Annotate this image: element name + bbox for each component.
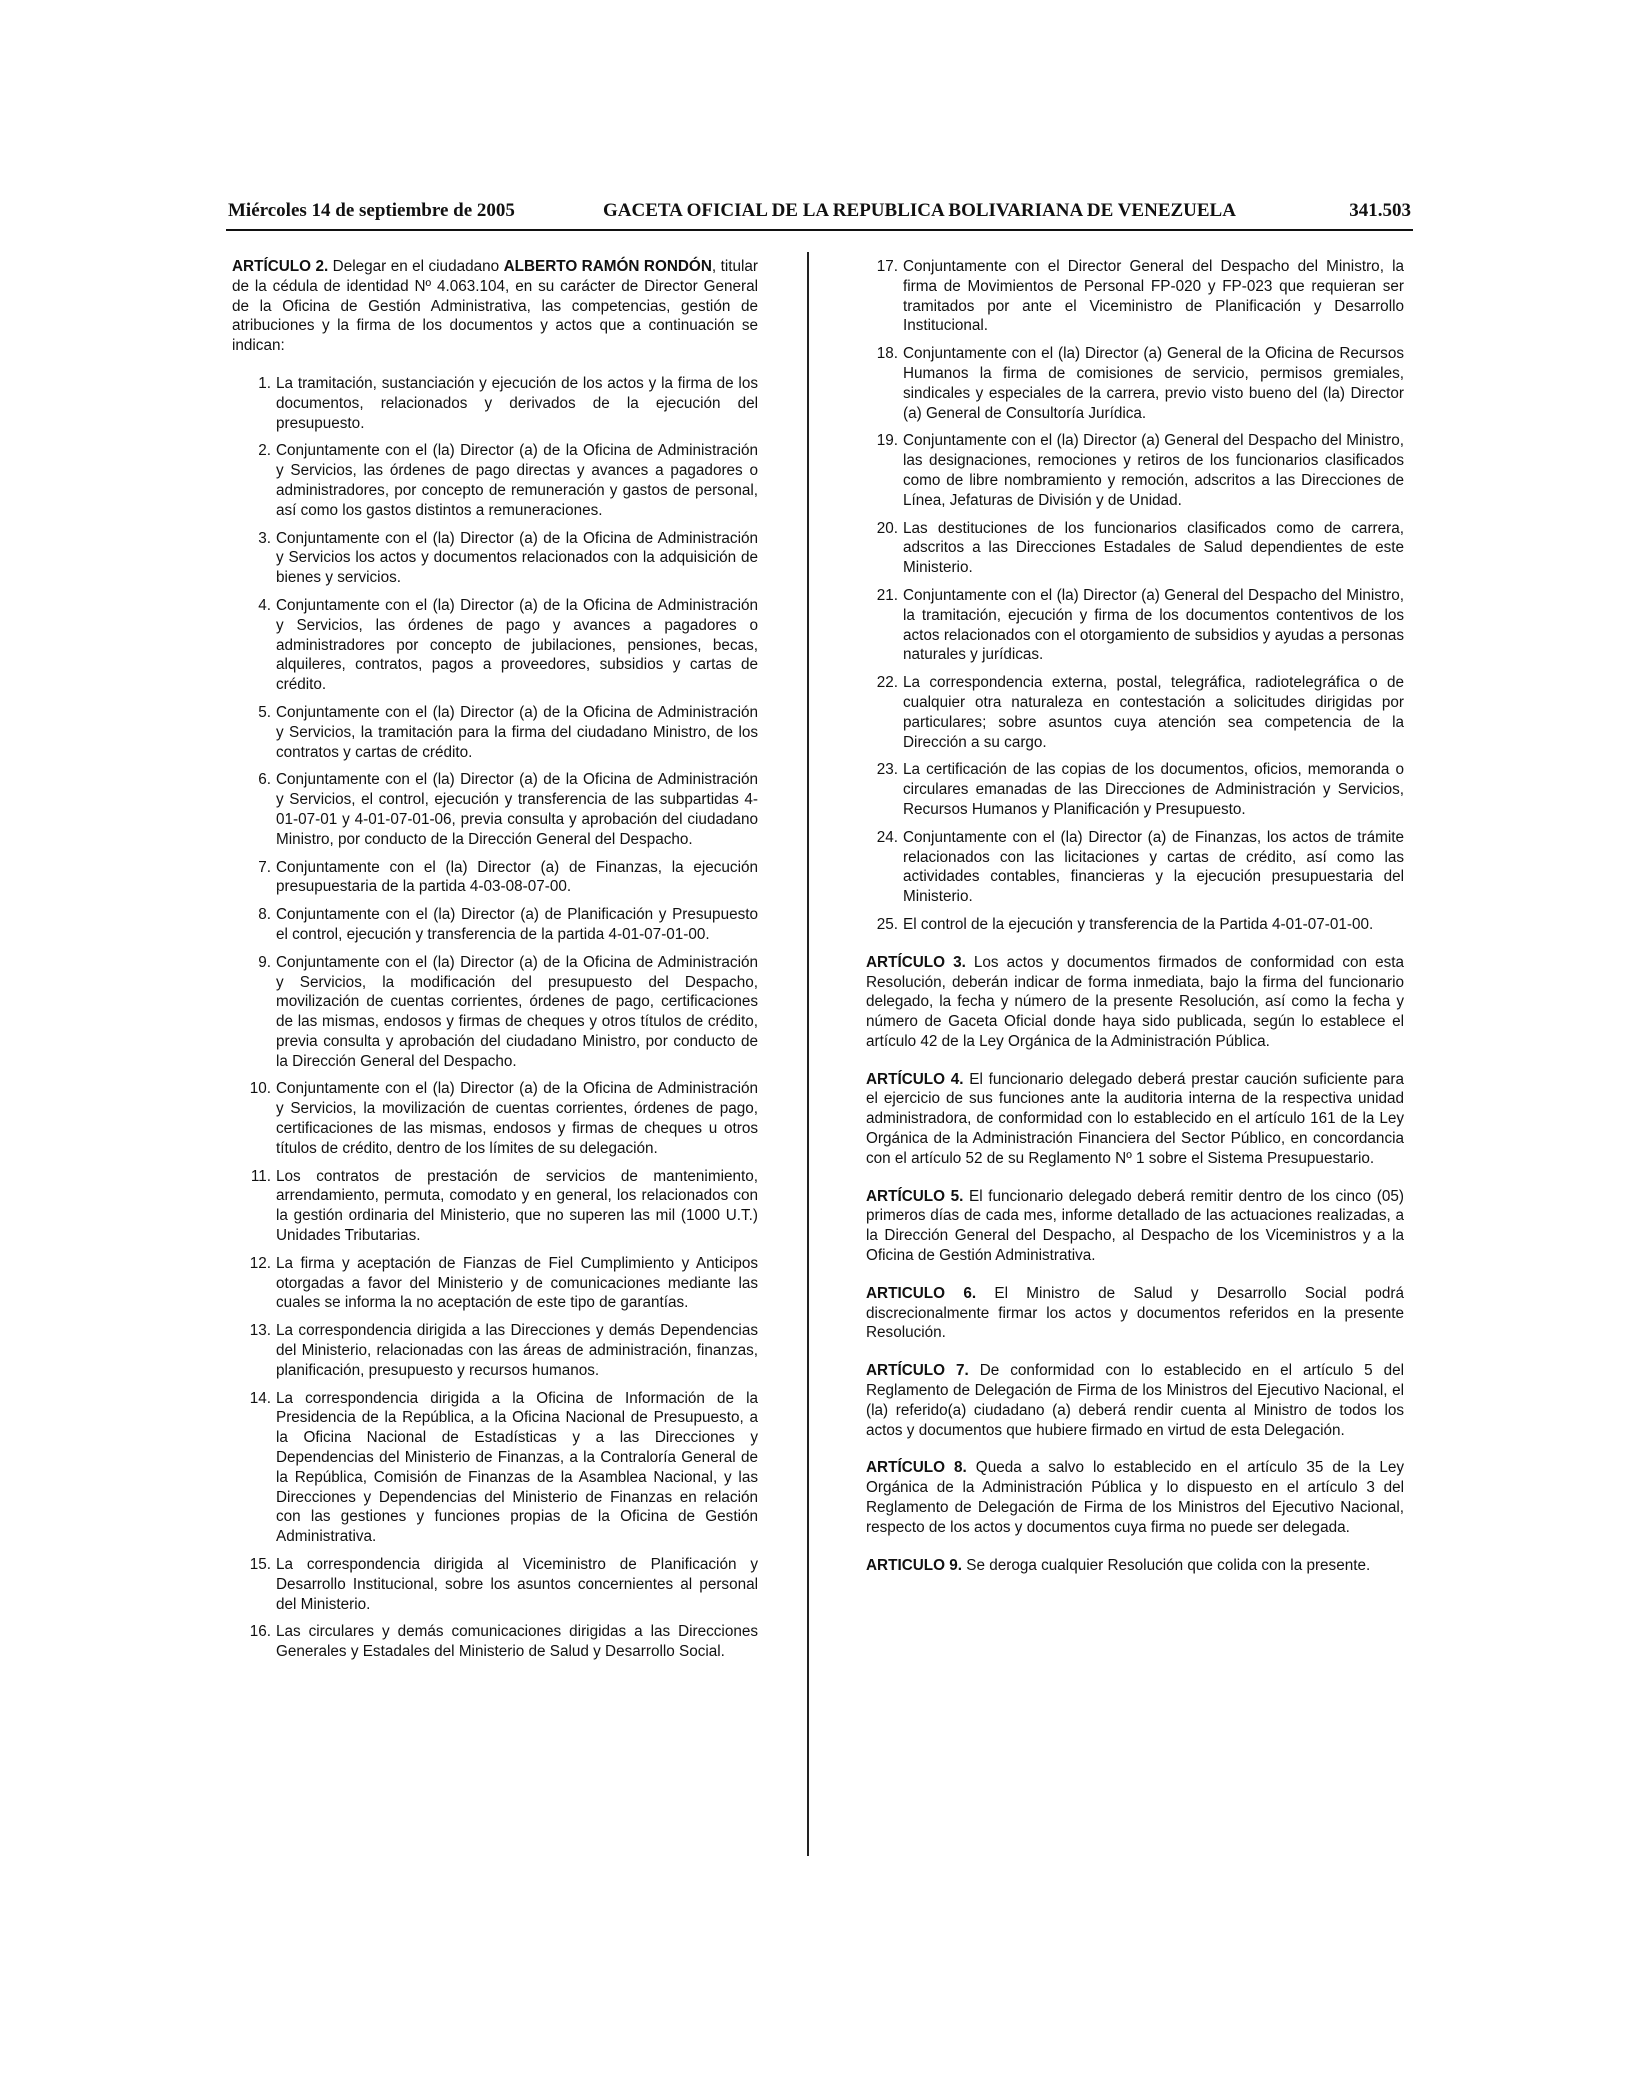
list-item bbox=[866, 586, 1404, 665]
list-item-text: Conjuntamente con el (la) Director (a) de Finanzas, los actos de trámite relacionados con las licitaciones y cartas de crédito, así como las actividades contables, financieras y la ejecución presupuestaria del Ministerio. bbox=[903, 828, 1404, 906]
article-label: ARTICULO 6. bbox=[866, 1284, 977, 1302]
header-title: GACETA OFICIAL DE LA REPUBLICA BOLIVARIANA DE VENEZUELA bbox=[603, 200, 1236, 221]
list-item-number: 14. bbox=[249, 1389, 271, 1407]
column-divider bbox=[807, 252, 809, 1856]
list-item bbox=[232, 905, 758, 945]
article-label: ARTÍCULO 7. bbox=[866, 1362, 969, 1380]
list-item bbox=[866, 915, 1404, 935]
list-item bbox=[232, 858, 758, 898]
list-item-text: Conjuntamente con el (la) Director (a) de Finanzas, la ejecución presupuestaria de la partida 4-03-08-07-00. bbox=[276, 858, 758, 896]
article-paragraph bbox=[866, 1070, 1404, 1169]
list-item-number: 5. bbox=[258, 703, 271, 721]
article-label: ARTÍCULO 4. bbox=[866, 1070, 964, 1088]
article-label: ARTÍCULO 3. bbox=[866, 953, 966, 971]
page-header bbox=[228, 200, 1411, 224]
article-2-text-b: , titular de la cédula de identidad Nº 4.063.104, en su carácter de Director General de la Oficina de Gestión Administrativa, las competencias, gestión de atribuciones y la firma de los documentos y actos que a continuación se indican: bbox=[232, 258, 758, 355]
article-label: ARTÍCULO 8. bbox=[866, 1459, 967, 1477]
list-item-number: 17. bbox=[876, 258, 898, 275]
list-item-text: Conjuntamente con el (la) Director (a) de la Oficina de Administración y Servicios, la modificación del presupuesto del Despacho, movilización de cuentas corrientes, órdenes de pago, certificaciones de las mismas, endosos y firmas de cheques y otros títulos de crédito, previa consulta y aprobación del ciudadano Ministro, por conducto de la Dirección General del Despacho. bbox=[276, 953, 758, 1070]
article-2-text-a: Delegar en el ciudadano bbox=[328, 258, 504, 275]
article-text: El Ministro de Salud y Desarrollo Social podrá discrecionalmente firmar los actos y documentos referidos en la presente Resolución. bbox=[866, 1284, 1404, 1342]
list-item-text: La correspondencia externa, postal, telegráfica, radiotelegráfica o de cualquier otra naturaleza en contestación a solicitudes dirigidas por particulares; sobre asuntos cuya atención sea competencia de la Dirección a su cargo. bbox=[903, 674, 1404, 751]
list-item-number: 12. bbox=[249, 1254, 271, 1272]
list-item bbox=[232, 441, 758, 520]
list-item-text: Conjuntamente con el (la) Director (a) de la Oficina de Administración y Servicios, la movilización de cuentas corrientes, órdenes de pago, certificaciones de las mismas, endosos y firmas de cheques u otros títulos de crédito, dentro de los límites de su delegación. bbox=[276, 1080, 758, 1157]
list-item-text: La tramitación, sustanciación y ejecución de los actos y la firma de los documentos, relacionados y derivados de la ejecución del presupuesto. bbox=[276, 374, 758, 432]
right-column bbox=[866, 257, 1404, 1593]
list-item bbox=[866, 431, 1404, 510]
list-item bbox=[866, 828, 1404, 907]
list-item bbox=[232, 1555, 758, 1614]
list-item-number: 1. bbox=[258, 374, 271, 392]
list-item-number: 16. bbox=[249, 1623, 271, 1641]
list-item-text: Conjuntamente con el (la) Director (a) de Planificación y Presupuesto el control, ejecución y transferencia de la partida 4-01-07-01-00. bbox=[276, 906, 758, 943]
list-item-number: 6. bbox=[258, 771, 271, 789]
list-item-text: Los contratos de prestación de servicios de mantenimiento, arrendamiento, permuta, comodato y en general, los relacionados con la gestión ordinaria del Ministerio, que no superen las mil (1000 U.T.) Unidades Tributarias. bbox=[276, 1167, 758, 1245]
list-item-number: 9. bbox=[258, 953, 271, 971]
article-text: El funcionario delegado deberá prestar caución suficiente para el ejercicio de sus funciones ante la auditoria interna de la respectiva unidad administradora, de conformidad con lo establecido en el artículo 161 de la Ley Orgánica de la Administración Financiera del Sector Público, en concordancia con el artículo 52 de su Reglamento Nº 1 sobre el Sistema Presupuestario. bbox=[866, 1070, 1404, 1167]
list-item bbox=[232, 1254, 758, 1313]
list-item bbox=[866, 344, 1404, 423]
article-text: Queda a salvo lo establecido en el artículo 35 de la Ley Orgánica de la Administración Pública y lo dispuesto en el artículo 3 del Reglamento de Delegación de Firma de los Ministros del Ejecutivo Nacional, respecto de los actos y documentos cuya firma no puede ser delegada. bbox=[866, 1459, 1404, 1536]
list-item bbox=[232, 1622, 758, 1662]
list-item-text: Conjuntamente con el (la) Director (a) de la Oficina de Administración y Servicios, las órdenes de pago directas y avances a pagadores o administradores, por concepto de remuneración y gastos de personal, así como los gastos distintos a remuneraciones. bbox=[276, 442, 758, 519]
list-item bbox=[232, 374, 758, 433]
list-item-number: 24. bbox=[876, 828, 898, 846]
list-item-text: La correspondencia dirigida a las Direcciones y demás Dependencias del Ministerio, relacionadas con las áreas de administración, finanzas, planificación, presupuesto y recursos humanos. bbox=[276, 1322, 758, 1379]
header-page-number: 341.503 bbox=[1349, 200, 1411, 221]
header-date: Miércoles 14 de septiembre de 2005 bbox=[228, 200, 515, 221]
article-paragraph bbox=[866, 1284, 1404, 1343]
list-item-number: 18. bbox=[876, 345, 898, 363]
list-item bbox=[866, 673, 1404, 752]
articles-list bbox=[866, 953, 1404, 1576]
article-2 bbox=[232, 257, 758, 356]
list-item-text: Las circulares y demás comunicaciones dirigidas a las Direcciones Generales y Estadales del Ministerio de Salud y Desarrollo Social. bbox=[276, 1623, 758, 1661]
article-label: ARTÍCULO 5. bbox=[866, 1187, 964, 1205]
list-item bbox=[232, 529, 758, 588]
list-item-number: 13. bbox=[249, 1322, 271, 1340]
list-item-text: La firma y aceptación de Fianzas de Fiel Cumplimiento y Anticipos otorgadas a favor del Ministerio y de comunicaciones mediante las cuales se informa la no aceptación de este tipo de garantías. bbox=[276, 1254, 758, 1312]
list-item-text: Las destituciones de los funcionarios clasificados como de carrera, adscritos a las Direcciones Estadales de Salud dependientes de este Ministerio. bbox=[903, 519, 1404, 577]
list-item-text: El control de la ejecución y transferencia de la Partida 4-01-07-01-00. bbox=[903, 915, 1374, 933]
delegation-list-right bbox=[866, 257, 1404, 935]
list-item-text: Conjuntamente con el (la) Director (a) de la Oficina de Administración y Servicios, el control, ejecución y transferencia de las subpartidas 4-01-07-01 y 4-01-07-01-06, previa consulta y aprobación del ciudadano Ministro, por conducto de la Dirección General del Despacho. bbox=[276, 771, 758, 848]
article-text: Los actos y documentos firmados de conformidad con esta Resolución, deberán indicar de forma inmediata, bajo la firma del funcionario delegado, la fecha y número de la presente Resolución, así como la fecha y número de Gaceta Oficial donde haya sido publicada, según lo establece el artículo 42 de la Ley Orgánica de la Administración Pública. bbox=[866, 953, 1404, 1050]
list-item-number: 2. bbox=[258, 442, 271, 460]
article-paragraph bbox=[866, 1187, 1404, 1266]
article-text: De conformidad con lo establecido en el artículo 5 del Reglamento de Delegación de Firma de los Ministros del Ejecutivo Nacional, el (la) referido(a) ciudadano (a) deberá rendir cuenta al Ministro de todos los actos y documentos que hubiere firmado en virtud de esta Delegación. bbox=[866, 1362, 1404, 1439]
list-item-number: 19. bbox=[876, 432, 898, 450]
list-item bbox=[866, 257, 1404, 336]
list-item bbox=[232, 703, 758, 762]
list-item-number: 3. bbox=[258, 529, 271, 547]
list-item-number: 7. bbox=[258, 858, 271, 876]
list-item bbox=[232, 1167, 758, 1246]
list-item-number: 11. bbox=[250, 1167, 271, 1185]
list-item bbox=[232, 1389, 758, 1547]
list-item-number: 25. bbox=[876, 915, 898, 933]
list-item-number: 22. bbox=[876, 674, 898, 692]
list-item-number: 10. bbox=[249, 1080, 271, 1098]
article-text: El funcionario delegado deberá remitir dentro de los cinco (05) primeros días de cada mes, informe detallado de las actuaciones realizadas, a la Dirección General del Despacho, al Despacho de los Viceministros y a la Oficina de Gestión Administrativa. bbox=[866, 1187, 1404, 1265]
list-item-text: La certificación de las copias de los documentos, oficios, memoranda o circulares emanadas de las Direcciones de Administración y Servicios, Recursos Humanos y Planificación y Presupuesto. bbox=[903, 761, 1404, 818]
article-paragraph bbox=[866, 953, 1404, 1052]
article-paragraph bbox=[866, 1556, 1404, 1576]
list-item bbox=[232, 953, 758, 1072]
list-item-text: Conjuntamente con el (la) Director (a) de la Oficina de Administración y Servicios, la tramitación para la firma del ciudadano Ministro, de los contratos y cartas de crédito. bbox=[276, 703, 758, 761]
header-rule bbox=[226, 229, 1413, 231]
list-item-text: Conjuntamente con el (la) Director (a) General del Despacho del Ministro, las designaciones, remociones y retiros de los funcionarios clasificados como de libre nombramiento y remoción, adscritos a las Direcciones de Línea, Jefaturas de División y de Unidad. bbox=[903, 432, 1404, 509]
list-item-text: Conjuntamente con el Director General del Despacho del Ministro, la firma de Movimientos de Personal FP-020 y FP-023 que requieran ser tramitados por ante el Viceministro de Planificación y Desarrollo Institucional. bbox=[903, 258, 1404, 335]
article-paragraph bbox=[866, 1361, 1404, 1440]
delegation-list-left bbox=[232, 374, 758, 1662]
list-item-text: Conjuntamente con el (la) Director (a) General de la Oficina de Recursos Humanos la firma de comisiones de servicio, permisos gremiales, sindicales y especiales de la carrera, previo visto bueno del (la) Director (a) General de Consultoría Jurídica. bbox=[903, 345, 1404, 422]
delegate-name: ALBERTO RAMÓN RONDÓN bbox=[503, 258, 712, 275]
list-item-number: 15. bbox=[249, 1556, 271, 1574]
article-paragraph bbox=[866, 1458, 1404, 1537]
list-item bbox=[232, 1321, 758, 1380]
list-item bbox=[232, 770, 758, 849]
list-item-text: La correspondencia dirigida al Viceministro de Planificación y Desarrollo Institucional, sobre los asuntos concernientes al personal del Ministerio. bbox=[276, 1556, 758, 1613]
list-item-text: Conjuntamente con el (la) Director (a) de la Oficina de Administración y Servicios, las órdenes de pago y avances a pagadores o administradores por concepto de jubilaciones, pensiones, becas, alquileres, contratos, pagos a proveedores, subsidios y cartas de crédito. bbox=[276, 596, 758, 694]
list-item bbox=[232, 596, 758, 695]
list-item bbox=[232, 1079, 758, 1158]
article-label: ARTICULO 9. bbox=[866, 1556, 963, 1574]
list-item-number: 21. bbox=[876, 586, 898, 604]
list-item-text: Conjuntamente con el (la) Director (a) General del Despacho del Ministro, la tramitación, ejecución y firma de los documentos contentivos de los actos relacionados con el otorgamiento de subsidios y ayudas a personas naturales y jurídicas. bbox=[903, 586, 1404, 664]
list-item-text: La correspondencia dirigida a la Oficina de Información de la Presidencia de la República, a la Oficina Nacional de Presupuesto, a la Oficina Nacional de Estadísticas y a las Direcciones y Dependencias del Ministerio de Finanzas, a la Contraloría General de la República, Comisión de Finanzas de la Asamblea Nacional, y las Direcciones y Dependencias del Ministerio de Finanzas en relación con las gestiones y funciones propias de la Oficina de Gestión Administrativa. bbox=[276, 1389, 758, 1546]
list-item-number: 23. bbox=[876, 761, 898, 779]
list-item-number: 8. bbox=[258, 906, 271, 924]
left-column bbox=[232, 257, 758, 1670]
list-item bbox=[866, 760, 1404, 819]
list-item-number: 20. bbox=[876, 519, 898, 537]
article-2-label: ARTÍCULO 2. bbox=[232, 258, 329, 275]
article-text: Se deroga cualquier Resolución que colida con la presente. bbox=[962, 1556, 1371, 1574]
list-item bbox=[866, 519, 1404, 578]
list-item-number: 4. bbox=[258, 596, 271, 614]
list-item-text: Conjuntamente con el (la) Director (a) de la Oficina de Administración y Servicios los actos y documentos relacionados con la adquisición de bienes y servicios. bbox=[276, 529, 758, 587]
